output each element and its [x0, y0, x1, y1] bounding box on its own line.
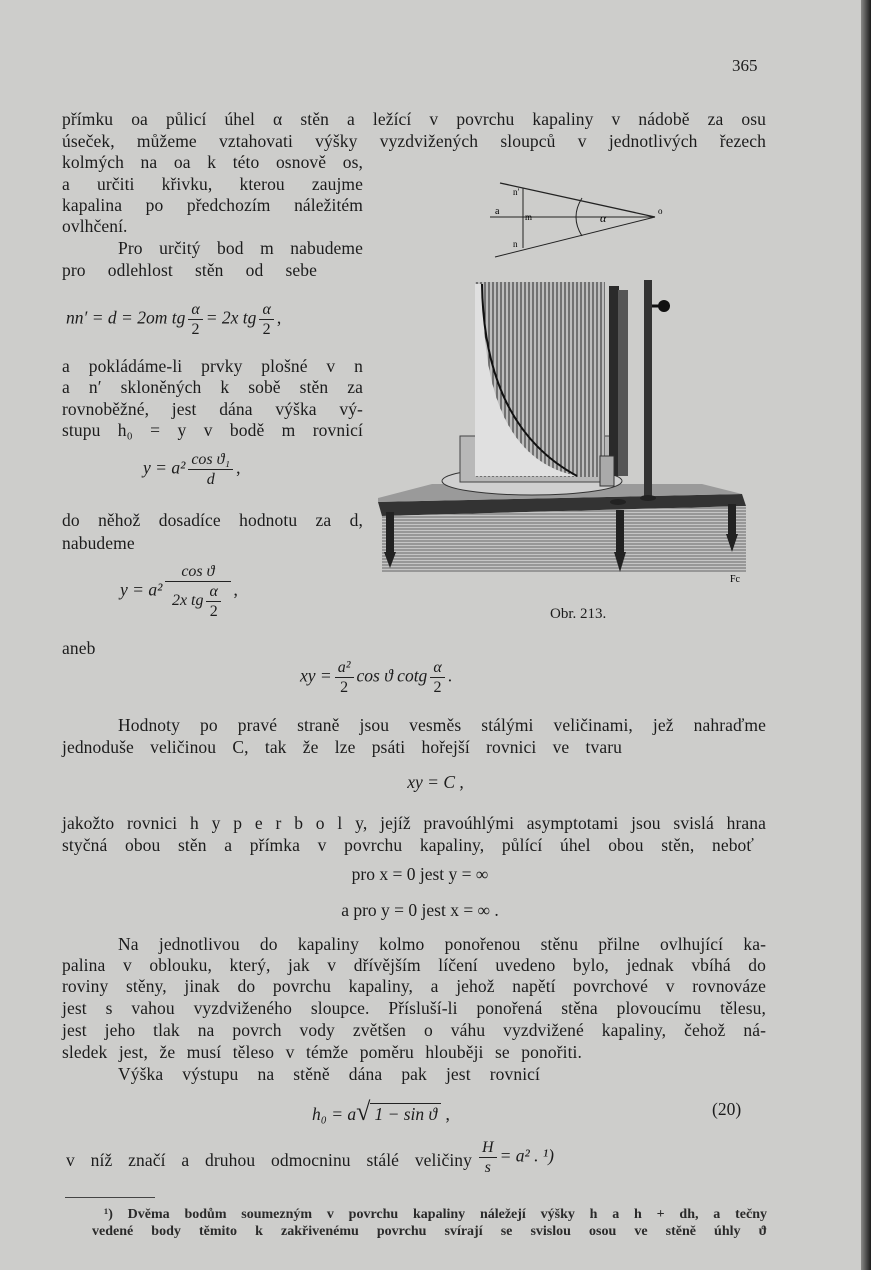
text-line: jest s vahou vyzdviženého sloupce. Přísluší-li ponořená stěna plovoucímu tělesu, — [62, 998, 766, 1018]
capillary-apparatus-illustration — [372, 276, 772, 596]
label-alpha: α — [600, 211, 607, 225]
equation-number: (20) — [712, 1099, 742, 1119]
text-line: a určiti křivku, kterou zaujme — [62, 174, 363, 194]
text-line: kapalina po předchozím náležitém — [62, 195, 363, 215]
text-line: úseček, můžeme vztahovati výšky vyzdvižených sloupců v jednotlivých řezech — [62, 131, 766, 151]
text-line: aneb — [62, 638, 96, 658]
equation-h0: h₀ = a√ 1 − sin ϑ , — [312, 1097, 450, 1126]
text-line: jest jeho tlak na povrch vody zvětšen o váhu vyzdvižené kapaliny, čehož ná- — [62, 1020, 766, 1040]
equation-nn: nn′ = d = 2om tg $\frac{\alpha}{2}$ = 2x tg $\frac{\alpha}{2}$ , — [66, 301, 282, 338]
equation-xy-cotg: xy = $\frac{\text{a²}}{2}$ cos ϑ cotg $\frac{\alpha}{2}$ . — [300, 659, 453, 696]
text-line: a pokládáme-li prvky plošné v n — [62, 356, 363, 376]
engraver-signature: Fc — [730, 574, 740, 585]
text-line: sledek jest, že musí těleso v témže poměru hlouběji se ponořiti. — [62, 1042, 582, 1062]
equation-y-x: y = a² cos ϑ 2x tg $\frac{\alpha}{2}$ , — [120, 563, 238, 620]
label-m: m — [525, 212, 533, 222]
text-line: Hodnoty po pravé straně jsou vesměs stálými veličinami, jež nahraďme — [118, 715, 766, 735]
text-line: kolmých na oa k této osnově os, — [62, 152, 363, 172]
text-line: do něhož dosadíce hodnotu za d, — [62, 510, 363, 530]
label-o: o — [658, 206, 663, 216]
label-n-prime: n′ — [513, 187, 520, 197]
footnote-rule — [65, 1197, 155, 1198]
text-line: styčná obou stěn a přímka v povrchu kapaliny, půlící úhel obou stěn, neboť — [62, 835, 754, 855]
text-line: roviny stěny, jinak do povrchu kapaliny, a jehož napětí povrchové v rovnováze — [62, 976, 766, 996]
page-edge-shadow — [861, 0, 871, 1270]
text-line: v níž značí a druhou odmocninu stálé veličiny — [66, 1150, 472, 1170]
text-line: pro odlehlost stěn od sebe — [62, 260, 317, 280]
equation-H-s: $\frac{H}{s}$ = a² . ¹) — [476, 1138, 554, 1177]
text-line: stupu h₀ = y v bodě m rovnicí — [62, 420, 363, 440]
text-line: jednoduše veličinou C, tak že lze psáti hořejší rovnici ve tvaru — [62, 737, 622, 757]
page-number: 365 — [732, 56, 758, 75]
footnote-line: ¹) Dvěma bodům soumezným v povrchu kapaliny náležejí výšky h a h + dh, a tečny — [104, 1207, 767, 1222]
footnote-line: vedené body těmito k zakřivenému povrchu svírají se svislou osou ve stěně úhly ϑ — [92, 1224, 767, 1239]
text-line: nabudeme — [62, 533, 135, 553]
equation-limit-2: a pro y = 0 jest x = ∞ . — [341, 900, 499, 920]
text-line: jakožto rovnici h y p e r b o l y, jejíž pravoúhlými asymptotami jsou svislá hrana — [62, 813, 766, 833]
angle-diagram — [470, 180, 670, 270]
text-line: Na jednotlivou do kapaliny kolmo ponořenou stěnu přilne ovlhující ka- — [118, 934, 766, 954]
text-line: Výška výstupu na stěně dána pak jest rovnicí — [118, 1064, 540, 1084]
text-line: přímku oa půlicí úhel α stěn a ležící v povrchu kapaliny v nádobě za osu — [62, 109, 766, 129]
figure-caption: Obr. 213. — [550, 606, 607, 622]
text-line: palina v oblouku, který, jak v dřívějším líčení uvedeno bylo, jednak vbíhá do — [62, 955, 766, 975]
label-a: a — [495, 206, 500, 217]
text-line: ovlhčení. — [62, 216, 128, 236]
equation-limit-1: pro x = 0 jest y = ∞ — [351, 864, 489, 884]
equation-y-d: y = a² $\frac{\text{cos ϑ₁}}{d}$ , — [143, 451, 241, 488]
text-line: a n′ skloněných k sobě stěn za — [62, 377, 363, 397]
text-line: Pro určitý bod m nabudeme — [118, 238, 363, 258]
label-n: n — [513, 239, 518, 249]
text-line: rovnoběžné, jest dána výška vý- — [62, 399, 363, 419]
equation-xy-c: xy = C , — [407, 772, 464, 792]
